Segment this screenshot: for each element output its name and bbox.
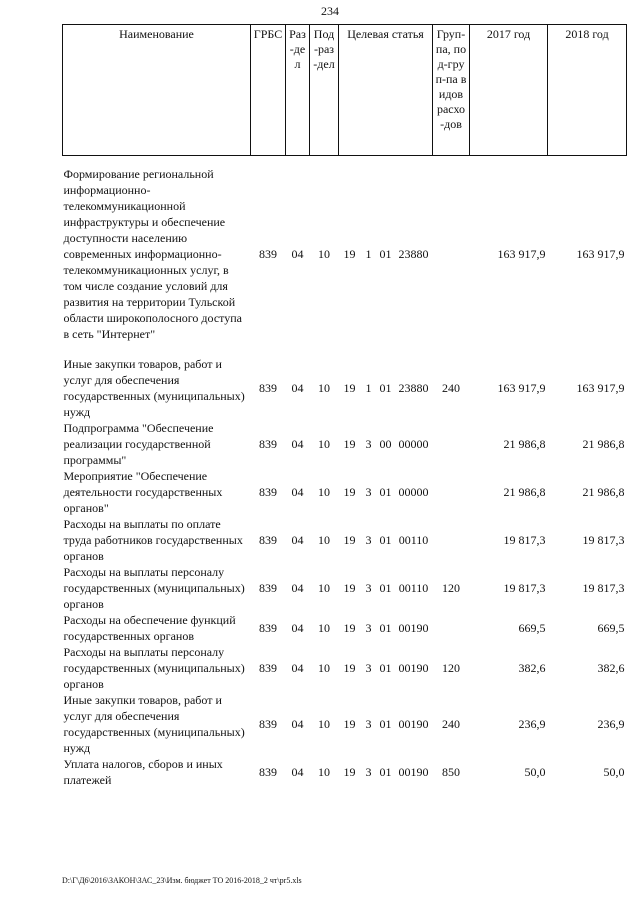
row-amount-2017: 19 817,3 [503, 581, 546, 595]
table-row [63, 420, 627, 468]
row-target-subprogram: 3 [365, 437, 372, 451]
row-name: Подпрограмма "Обеспечение реализации государственной программы" [63, 421, 214, 467]
row-target-program: 19 [343, 533, 356, 547]
header-target-article: Целевая статья [339, 25, 433, 156]
row-target-program: 19 [343, 621, 356, 635]
row-target-direction: 00190 [398, 621, 429, 635]
row-grbs: 839 [259, 381, 277, 395]
table-row [63, 468, 627, 516]
header-year-2018: 2018 год [548, 25, 627, 156]
row-section: 04 [291, 381, 304, 395]
row-section: 04 [291, 533, 304, 547]
row-target-event: 01 [379, 621, 392, 635]
row-section: 04 [291, 437, 304, 451]
table-row [63, 166, 627, 342]
file-path-footer: D:\Г\Д6\2016\ЗАКОН\ЗАС_23\Изм. бюджет ТО 2016-2018_2 чт\pr5.xls [62, 876, 302, 885]
row-subsection: 10 [318, 247, 330, 261]
row-target-event: 01 [379, 381, 392, 395]
row-subsection: 10 [318, 485, 330, 499]
row-target-subprogram: 3 [365, 661, 372, 675]
row-name: Иные закупки товаров, работ и услуг для обеспечения государственных (муниципальных) нужд [63, 693, 245, 755]
row-section: 04 [291, 717, 304, 731]
row-section: 04 [291, 247, 304, 261]
row-amount-2018: 21 986,8 [582, 485, 625, 499]
row-section: 04 [291, 485, 304, 499]
row-amount-2017: 21 986,8 [503, 437, 546, 451]
row-subsection: 10 [318, 661, 330, 675]
row-target-subprogram: 3 [365, 581, 372, 595]
row-target-event: 01 [379, 247, 392, 261]
row-grbs: 839 [259, 765, 277, 779]
row-name: Расходы на выплаты по оплате труда работников государственных органов [63, 517, 243, 563]
row-expense-group [433, 612, 470, 644]
table-row [63, 612, 627, 644]
row-amount-2018: 669,5 [597, 621, 625, 635]
row-subsection: 10 [318, 533, 330, 547]
row-section: 04 [291, 621, 304, 635]
row-grbs: 839 [259, 581, 277, 595]
row-subsection: 10 [318, 765, 330, 779]
row-target-event: 01 [379, 765, 392, 779]
row-amount-2018: 50,0 [603, 765, 625, 779]
row-target-event: 01 [379, 533, 392, 547]
row-target-program: 19 [343, 247, 356, 261]
row-subsection: 10 [318, 381, 330, 395]
table-header-row [63, 25, 627, 156]
row-subsection: 10 [318, 437, 330, 451]
row-target-direction: 00190 [398, 661, 429, 675]
row-amount-2018: 236,9 [597, 717, 625, 731]
row-expense-group [433, 516, 470, 564]
row-expense-group: 240 [442, 381, 461, 395]
row-target-direction: 00000 [398, 437, 429, 451]
row-target-event: 01 [379, 581, 392, 595]
row-target-event: 01 [379, 661, 392, 675]
row-grbs: 839 [259, 437, 277, 451]
header-grbs: ГРБС [251, 25, 286, 156]
row-target-event: 01 [379, 717, 392, 731]
table-row [63, 692, 627, 756]
row-grbs: 839 [259, 621, 277, 635]
row-grbs: 839 [259, 533, 277, 547]
row-target-direction: 23880 [398, 381, 429, 395]
row-amount-2018: 163 917,9 [576, 381, 625, 395]
row-grbs: 839 [259, 717, 277, 731]
table-row [63, 564, 627, 612]
row-section: 04 [291, 661, 304, 675]
row-subsection: 10 [318, 621, 330, 635]
row-target-event: 00 [379, 437, 392, 451]
header-expense-group: Груп-па, под-груп-па видов расхо-дов [433, 25, 470, 156]
row-target-program: 19 [343, 717, 356, 731]
row-target-program: 19 [343, 581, 356, 595]
row-expense-group [433, 166, 470, 342]
row-name: Иные закупки товаров, работ и услуг для обеспечения государственных (муниципальных) нужд [63, 357, 245, 419]
row-amount-2017: 19 817,3 [503, 533, 546, 547]
row-target-program: 19 [343, 437, 356, 451]
row-amount-2017: 21 986,8 [503, 485, 546, 499]
row-grbs: 839 [259, 247, 277, 261]
row-section: 04 [291, 765, 304, 779]
row-target-direction: 00000 [398, 485, 429, 499]
row-name: Мероприятие "Обеспечение деятельности государственных органов" [63, 469, 223, 515]
row-amount-2018: 19 817,3 [582, 581, 625, 595]
row-name: Расходы на выплаты персоналу государственных (муниципальных) органов [63, 645, 245, 691]
budget-table [62, 24, 627, 788]
row-target-subprogram: 3 [365, 533, 372, 547]
row-target-subprogram: 3 [365, 621, 372, 635]
row-target-subprogram: 1 [365, 247, 372, 261]
row-expense-group: 120 [442, 661, 461, 675]
row-target-direction: 00190 [398, 717, 429, 731]
table-row [63, 516, 627, 564]
row-subsection: 10 [318, 581, 330, 595]
row-amount-2018: 382,6 [597, 661, 625, 675]
row-target-event: 01 [379, 485, 392, 499]
row-amount-2017: 163 917,9 [497, 381, 546, 395]
row-amount-2017: 382,6 [518, 661, 546, 675]
table-row [63, 644, 627, 692]
row-amount-2017: 236,9 [518, 717, 546, 731]
row-name: Формирование региональной информационно-телекоммуникационной инфраструктуры и обеспечение доступности населению современных информационно-телекоммуникационных услуг, в том числе создание условий для развития на территории Тульской области широкополосного доступа в сеть "Интернет" [63, 167, 242, 341]
row-expense-group [433, 420, 470, 468]
row-subsection: 10 [318, 717, 330, 731]
row-expense-group: 850 [442, 765, 461, 779]
row-expense-group: 120 [442, 581, 461, 595]
row-amount-2018: 19 817,3 [582, 533, 625, 547]
row-target-direction: 00110 [398, 533, 429, 547]
row-grbs: 839 [259, 485, 277, 499]
row-target-program: 19 [343, 381, 356, 395]
row-amount-2018: 163 917,9 [576, 247, 625, 261]
row-amount-2017: 669,5 [518, 621, 546, 635]
row-name: Расходы на выплаты персоналу государственных (муниципальных) органов [63, 565, 245, 611]
row-target-direction: 00110 [398, 581, 429, 595]
table-row [63, 756, 627, 788]
header-section: Раз-дел [286, 25, 310, 156]
row-target-direction: 23880 [398, 247, 429, 261]
row-amount-2017: 163 917,9 [497, 247, 546, 261]
table-row [63, 356, 627, 420]
page-number: 234 [321, 4, 339, 18]
row-target-subprogram: 3 [365, 765, 372, 779]
row-amount-2018: 21 986,8 [582, 437, 625, 451]
row-target-subprogram: 1 [365, 381, 372, 395]
row-amount-2017: 50,0 [524, 765, 546, 779]
row-name: Расходы на обеспечение функций государственных органов [63, 613, 236, 643]
row-expense-group [433, 468, 470, 516]
row-grbs: 839 [259, 661, 277, 675]
row-section: 04 [291, 581, 304, 595]
header-name: Наименование [63, 25, 251, 156]
row-target-direction: 00190 [398, 765, 429, 779]
header-year-2017: 2017 год [470, 25, 548, 156]
row-name: Уплата налогов, сборов и иных платежей [63, 757, 223, 787]
row-target-subprogram: 3 [365, 717, 372, 731]
row-target-program: 19 [343, 485, 356, 499]
row-target-program: 19 [343, 765, 356, 779]
row-expense-group: 240 [442, 717, 461, 731]
row-target-program: 19 [343, 661, 356, 675]
header-subsection: Под-раз-дел [310, 25, 339, 156]
row-target-subprogram: 3 [365, 485, 372, 499]
